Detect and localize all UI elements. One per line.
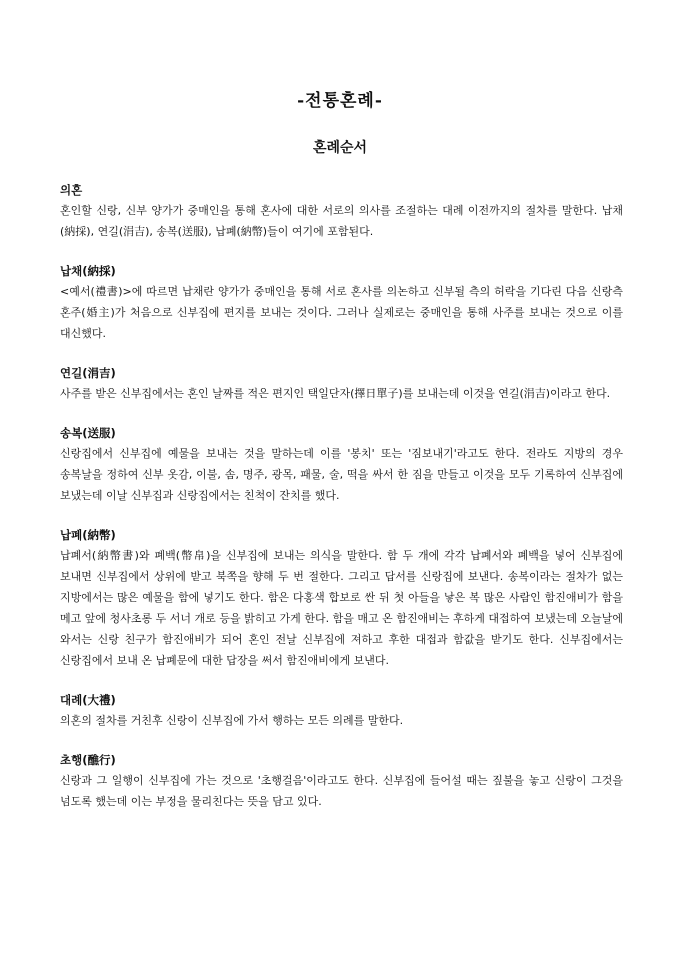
section-body: 신랑집에서 신부집에 예물을 보내는 것을 말하는데 이를 '봉치' 또는 '짐보내기'라고도 한다. 전라도 지방의 경우 송복날을 정하여 신부 옷감, 이불, 솜, 명주, 광목, 패물, 술, 떡을 싸서 한 짐을 만들고 이것을 모두 기록하여 신부집에 보냈는데 이날 신부집과 신랑집에서는 친척이 잔치를 했다.: [60, 447, 623, 502]
document-title: -전통혼례-: [297, 91, 383, 111]
section-heading: 납채(納採): [60, 264, 116, 278]
section-napchae: [60, 261, 623, 344]
section-heading: 의혼: [60, 183, 83, 197]
section-songbok: [60, 423, 623, 506]
section-nappye: [60, 525, 623, 671]
section-heading: 송복(送服): [60, 426, 116, 440]
section-body: 신랑과 그 일행이 신부집에 가는 것으로 '초행걸음'이라고도 한다. 신부집에 들어설 때는 짚불을 놓고 신랑이 그것을 넘도록 했는데 이는 부정을 물리친다는 뜻을 담고 있다.: [60, 774, 623, 808]
section-yeongil: [60, 363, 623, 404]
section-heading: 대례(大禮): [60, 693, 116, 707]
section-heading: 초행(醮行): [60, 753, 116, 767]
section-heading: 납폐(納幣): [60, 528, 116, 542]
document-subtitle: 혼례순서: [312, 140, 368, 156]
section-heading: 연길(涓吉): [60, 366, 116, 380]
section-chohaeng: [60, 750, 623, 812]
section-daerye: [60, 690, 623, 731]
section-body: 납폐서(納幣書)와 폐백(幣帛)을 신부집에 보내는 의식을 말한다. 함 두 개에 각각 납폐서와 폐백을 넣어 신부집에 보내면 신부집에서 상위에 받고 북쪽을 향해 두 번 절한다. 그리고 답서를 신랑집에 보낸다. 송복이라는 절차가 없는 지방에서는 많은 예물을 함에 넣기도 한다. 함은 다홍색 합보로 싼 뒤 첫 아들을 낳은 복 많은 사람인 함진애비가 함을 메고 앞에 청사초롱 두 서너 개로 등을 밝히고 가게 한다. 함을 매고 온 함진애비는 후하게 대접하여 보냈는데 오늘날에 와서는 신랑 친구가 함진애비가 되어 혼인 전날 신부집에 져하고 후한 대접과 함값을 받기도 한다. 신부집에서는 신랑집에서 보내 온 납폐문에 대한 답장을 써서 함진애비에게 보낸다.: [60, 549, 623, 667]
section-body: 사주를 받은 신부집에서는 혼인 날짜를 적은 편지인 택일단자(擇日單子)를 보내는데 이것을 연길(涓吉)이라고 한다.: [60, 387, 611, 400]
section-body: <예서(禮書)>에 따르면 납채란 양가가 중매인을 통해 서로 혼사를 의논하고 신부될 측의 허락을 기다린 다음 신랑측 혼주(婚主)가 처음으로 신부집에 편지를 보내는 것이다. 그러나 실제로는 중매인을 통해 사주를 보내는 것으로 이를 대신했다.: [60, 285, 623, 340]
section-body: 혼인할 신랑, 신부 양가가 중매인을 통해 혼사에 대한 서로의 의사를 조절하는 대례 이전까지의 절차를 말한다. 납채(納採), 연길(涓吉), 송복(送服), 납폐(納幣)들이 여기에 포함된다.: [60, 204, 623, 238]
document-content: [60, 180, 623, 831]
section-uihon: [60, 180, 623, 242]
section-body: 의혼의 절차를 거친후 신랑이 신부집에 가서 행하는 모든 의례를 말한다.: [60, 714, 404, 727]
